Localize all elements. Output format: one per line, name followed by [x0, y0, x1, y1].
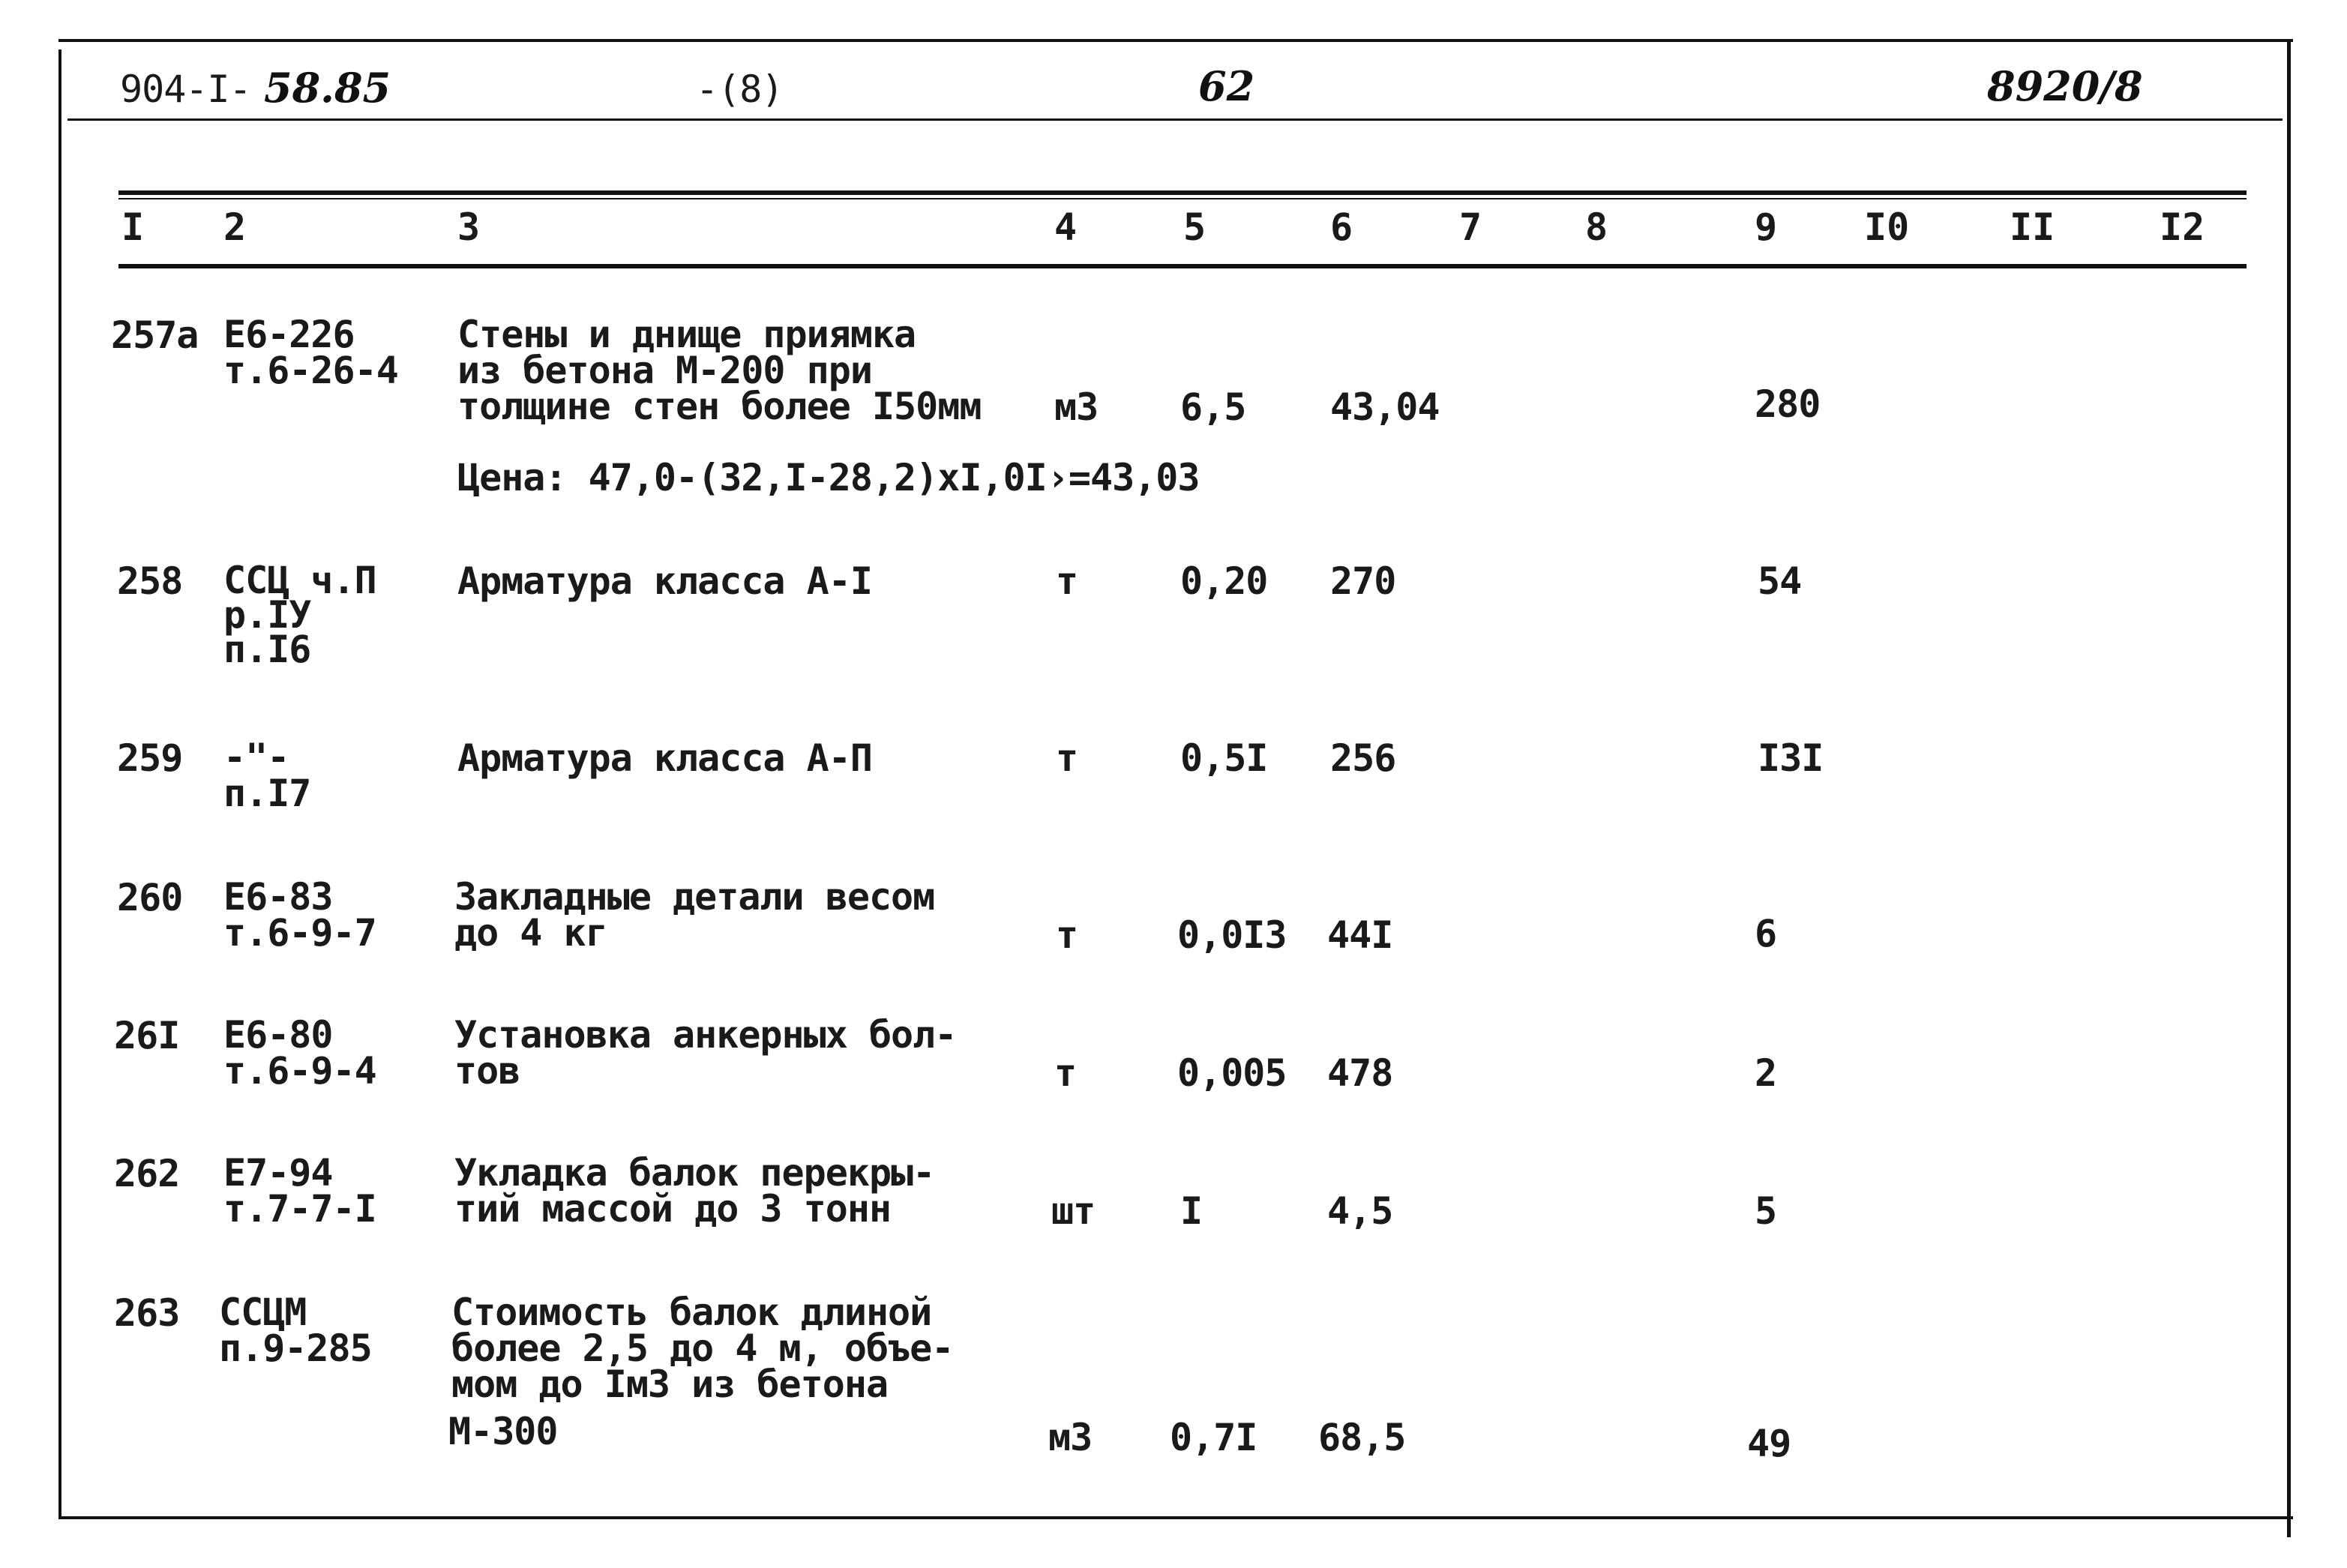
row-number: 259 — [117, 736, 183, 780]
row-total: 49 — [1747, 1422, 1791, 1465]
row-unit: т — [1056, 559, 1078, 603]
row-description: Закладные детали весом до 4 кг — [454, 875, 935, 955]
row-unit-price: 43,04 — [1330, 385, 1440, 429]
row-unit-price: 478 — [1327, 1051, 1393, 1095]
row-code: Е6-226 т.6-26-4 — [223, 313, 398, 392]
row-total: 6 — [1755, 912, 1777, 955]
row-code: ССЦМ п.9-285 — [219, 1291, 372, 1370]
row-unit-price: 44I — [1327, 913, 1393, 957]
table-top-rule-thin — [118, 198, 2247, 199]
sheet-ref: -(8) — [696, 67, 784, 111]
row-description-extra: М-300 — [448, 1410, 558, 1453]
frame-bottom-border — [58, 1516, 2293, 1519]
row-description: Арматура класса А-I — [457, 559, 872, 603]
row-total: 2 — [1755, 1051, 1777, 1095]
row-number: 26I — [114, 1014, 180, 1057]
col-header-10: I0 — [1864, 205, 1910, 249]
row-total: 5 — [1755, 1189, 1777, 1233]
col-header-4: 4 — [1054, 205, 1078, 249]
row-number: 257а — [111, 313, 199, 357]
row-total: 280 — [1755, 382, 1821, 426]
row-quantity: 0,5I — [1180, 736, 1268, 780]
row-unit: т — [1054, 1051, 1077, 1095]
row-unit: м3 — [1054, 385, 1099, 429]
row-description: Установка анкерных бол- тов — [454, 1013, 957, 1093]
row-unit: шт — [1051, 1189, 1096, 1233]
row-quantity: 0,0I3 — [1177, 913, 1287, 957]
row-description: Укладка балок перекры- тий массой до 3 тонн — [454, 1151, 935, 1231]
row-unit-price: 68,5 — [1318, 1416, 1406, 1459]
row-description: Стоимость балок длиной более 2,5 до 4 м, объе- мом до Iм3 из бетона — [451, 1291, 954, 1406]
col-header-5: 5 — [1183, 205, 1206, 249]
row-code: Е6-83 т.6-9-7 — [223, 875, 376, 955]
frame-left-border — [58, 49, 61, 1518]
col-header-9: 9 — [1755, 205, 1778, 249]
row-number: 258 — [117, 559, 183, 603]
doc-code-prefix: 904-I- — [120, 67, 251, 111]
row-quantity: I — [1180, 1189, 1203, 1233]
archive-number-handwritten: 8920/8 — [1987, 62, 2143, 110]
col-header-3: 3 — [457, 205, 481, 249]
frame-right-border — [2287, 39, 2291, 1537]
row-unit: т — [1056, 736, 1078, 780]
row-unit-price: 4,5 — [1327, 1189, 1393, 1233]
row-total: I3I — [1758, 736, 1824, 780]
row-quantity: 0,7I — [1170, 1416, 1257, 1459]
col-header-8: 8 — [1585, 205, 1608, 249]
doc-code-handwritten: 58.85 — [264, 64, 391, 112]
row-description: Арматура класса А-П — [457, 736, 872, 780]
row-code: Е6-80 т.6-9-4 — [223, 1013, 376, 1093]
row-unit: м3 — [1048, 1416, 1093, 1459]
row-unit-price: 256 — [1330, 736, 1396, 780]
row-price-note: Цена: 47,0-(32,I-28,2)xI,0I›=43,03 — [457, 456, 1200, 499]
row-quantity: 0,005 — [1177, 1051, 1287, 1095]
row-code: Е7-94 т.7-7-I — [223, 1151, 376, 1231]
page-number-handwritten: 62 — [1198, 62, 1255, 110]
col-header-2: 2 — [223, 205, 247, 249]
row-total: 54 — [1758, 559, 1802, 603]
col-header-11: II — [2010, 205, 2055, 249]
col-header-1: I — [121, 205, 145, 249]
header-rule — [67, 118, 2283, 121]
row-unit-price: 270 — [1330, 559, 1396, 603]
row-code: -"- п.I7 — [223, 736, 311, 815]
row-number: 263 — [114, 1291, 180, 1335]
row-quantity: 0,20 — [1180, 559, 1268, 603]
col-header-7: 7 — [1459, 205, 1482, 249]
table-top-rule — [118, 190, 2247, 195]
col-header-6: 6 — [1330, 205, 1353, 249]
row-unit: т — [1056, 913, 1078, 957]
row-number: 262 — [114, 1152, 180, 1195]
col-header-12: I2 — [2160, 205, 2205, 249]
row-description: Стены и днище приямка из бетона М-200 при толщине стен более I50мм — [457, 313, 982, 428]
row-code: ССЦ ч.П р.IУ п.I6 — [223, 559, 376, 671]
row-quantity: 6,5 — [1180, 385, 1246, 429]
frame-top-border — [58, 39, 2293, 42]
row-number: 260 — [117, 876, 183, 919]
table-header-rule — [118, 264, 2247, 268]
